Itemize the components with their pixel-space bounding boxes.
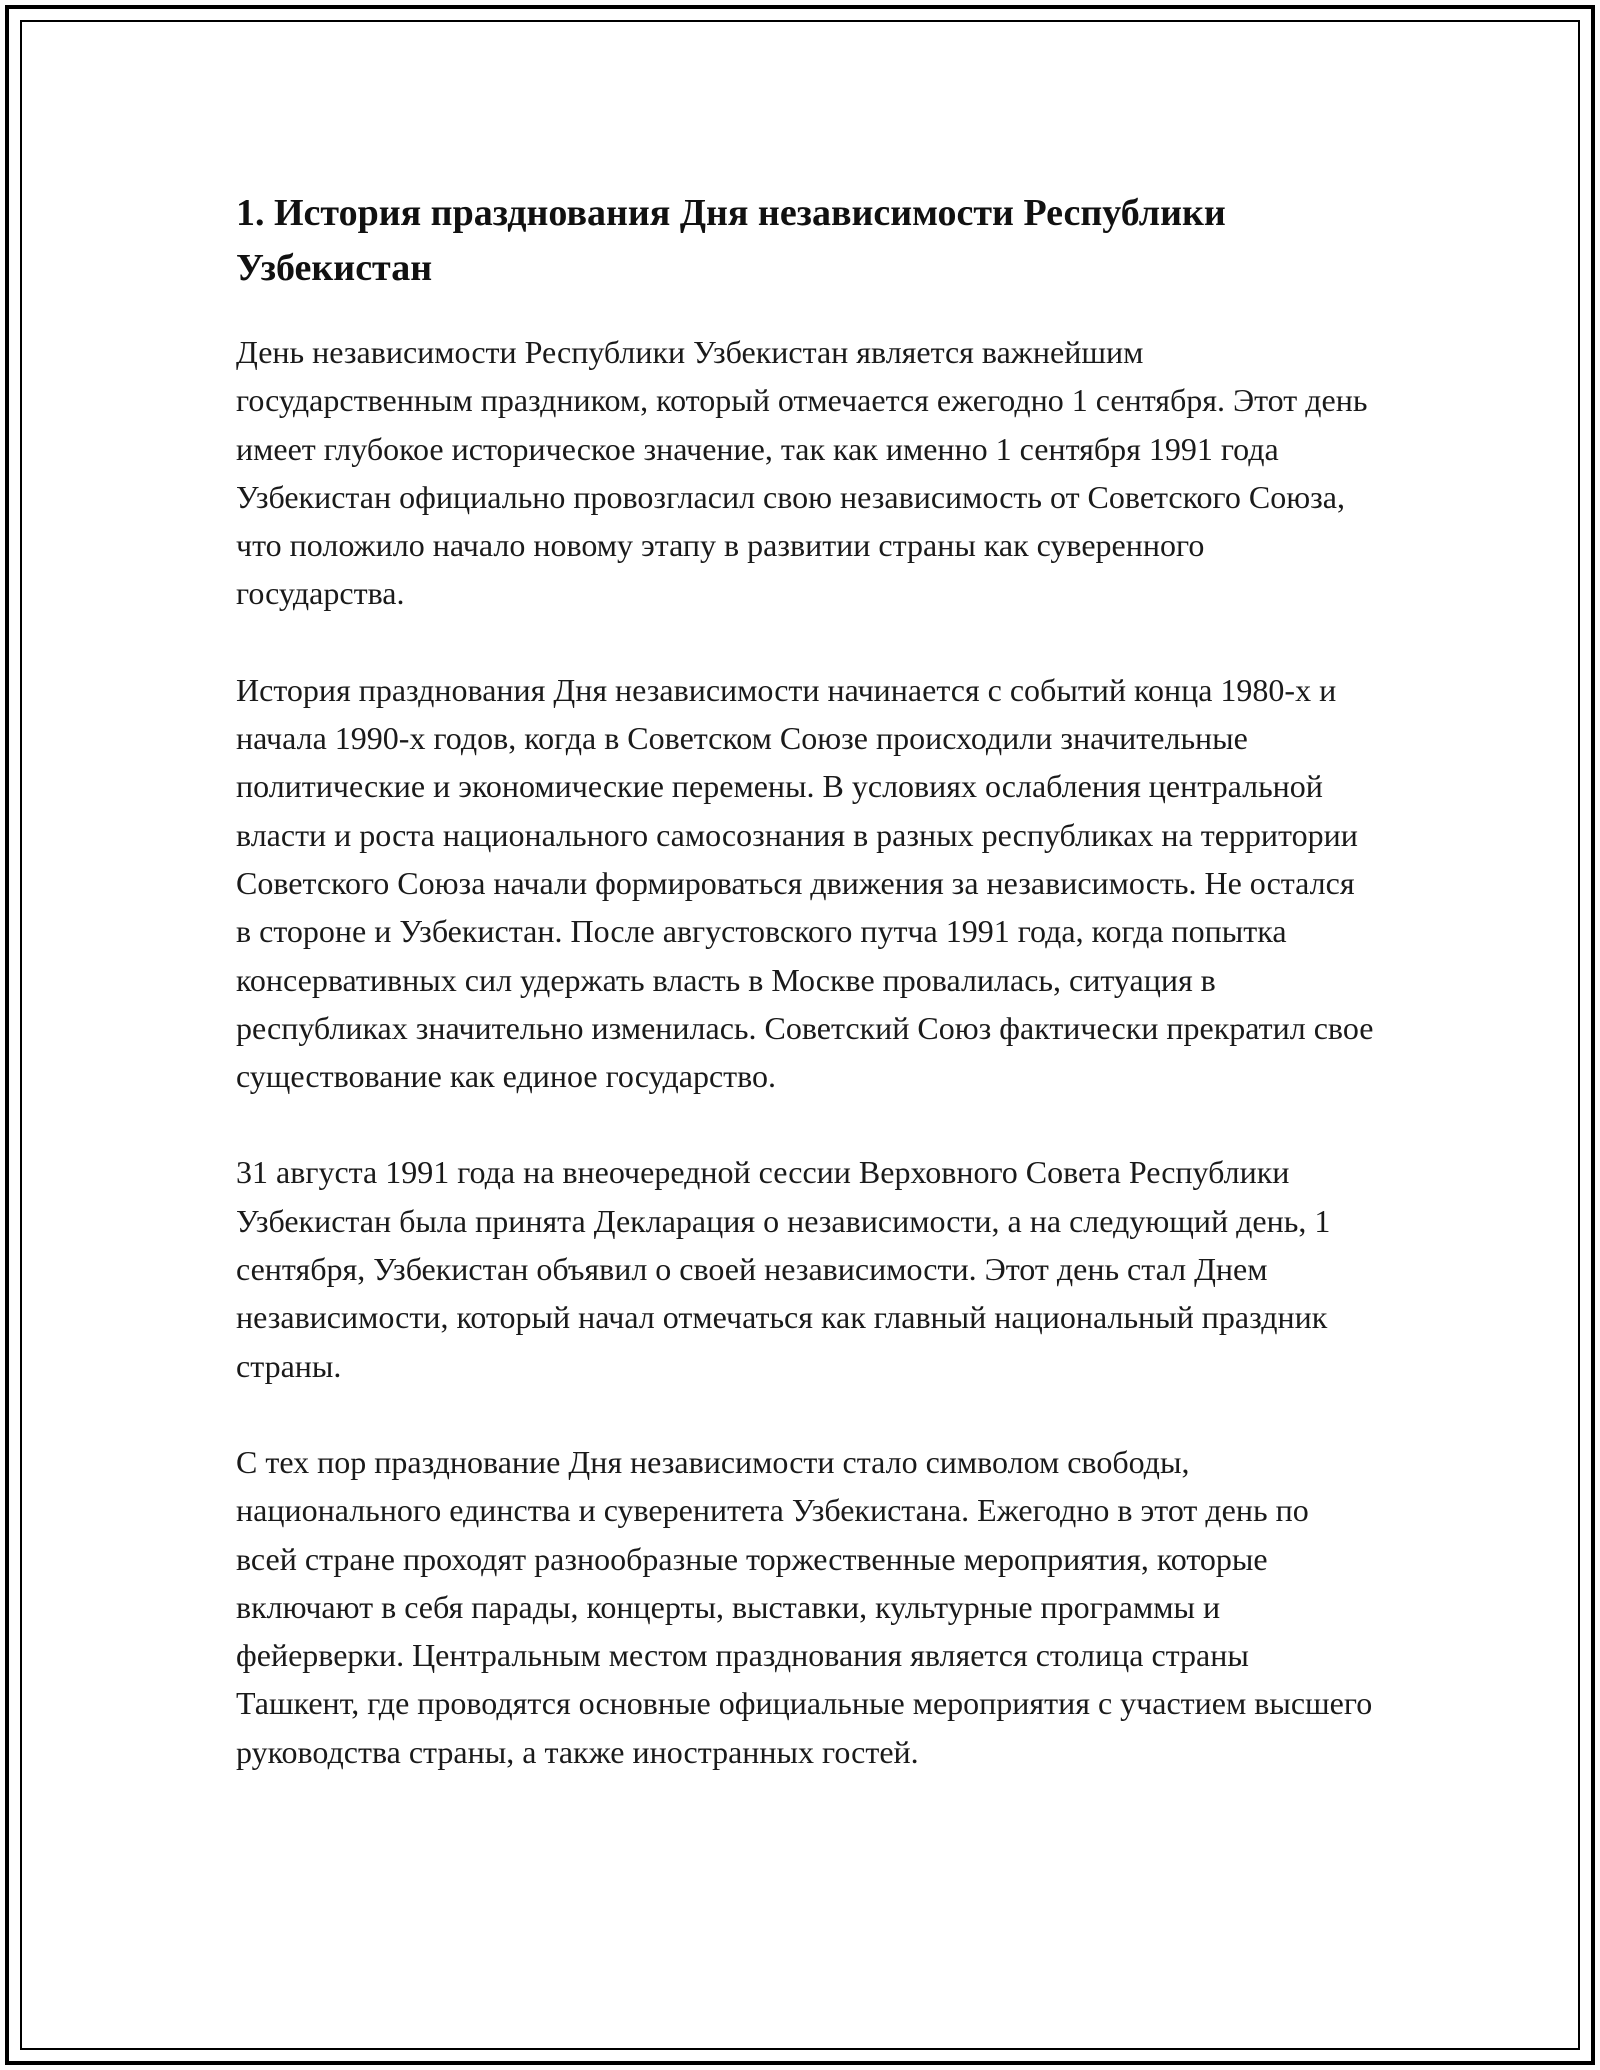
paragraph-declaration: 31 августа 1991 года на внеочередной сессии Верховного Совета Республики Узбекистан была принята Декларация о независимости, а на следующий день, 1 сентября, Узбекистан объявил о своей независимости. Этот день стал Днем независимости, который начал отмечаться как главный национальный праздник страны. (236, 1154, 1331, 1384)
paragraph-intro: День независимости Республики Узбекистан является важнейшим государственным праздником, который отмечается ежегодно 1 сентября. Этот день имеет глубокое историческое значение, так как именно 1 сентября 1991 года Узбекистан официально провозгласил свою независимость от Советского Союза, что положило начало новому этапу в развитии страны как суверенного государства. (236, 334, 1368, 612)
document-body (236, 186, 1376, 1776)
section-heading: 1. История празднования Дня независимости Республики Узбекистан (236, 192, 1226, 289)
paragraph-celebration: С тех пор празднование Дня независимости стало символом свободы, национального единства и суверенитета Узбекистана. Ежегодно в этот день по всей стране проходят разнообразные торжественные мероприятия, которые включают в себя парады, концерты, выставки, культурные программы и фейерверки. Центральным местом празднования является столица страны Ташкент, где проводятся основные официальные мероприятия с участием высшего руководства страны, а также иностранных гостей. (236, 1443, 1373, 1770)
paragraph-history: История празднования Дня независимости начинается с событий конца 1980-х и начала 1990-х годов, когда в Советском Союзе происходили значительные политические и экономические перемены. В условиях ослабления центральной власти и роста национального самосознания в разных республиках на территории Советского Союза начали формироваться движения за независимость. Не остался в стороне и Узбекистан. После августовского путча 1991 года, когда попытка консервативных сил удержать власть в Москве провалилась, ситуация в республиках значительно изменилась. Советский Союз фактически прекратил свое существование как единое государство. (236, 671, 1374, 1095)
